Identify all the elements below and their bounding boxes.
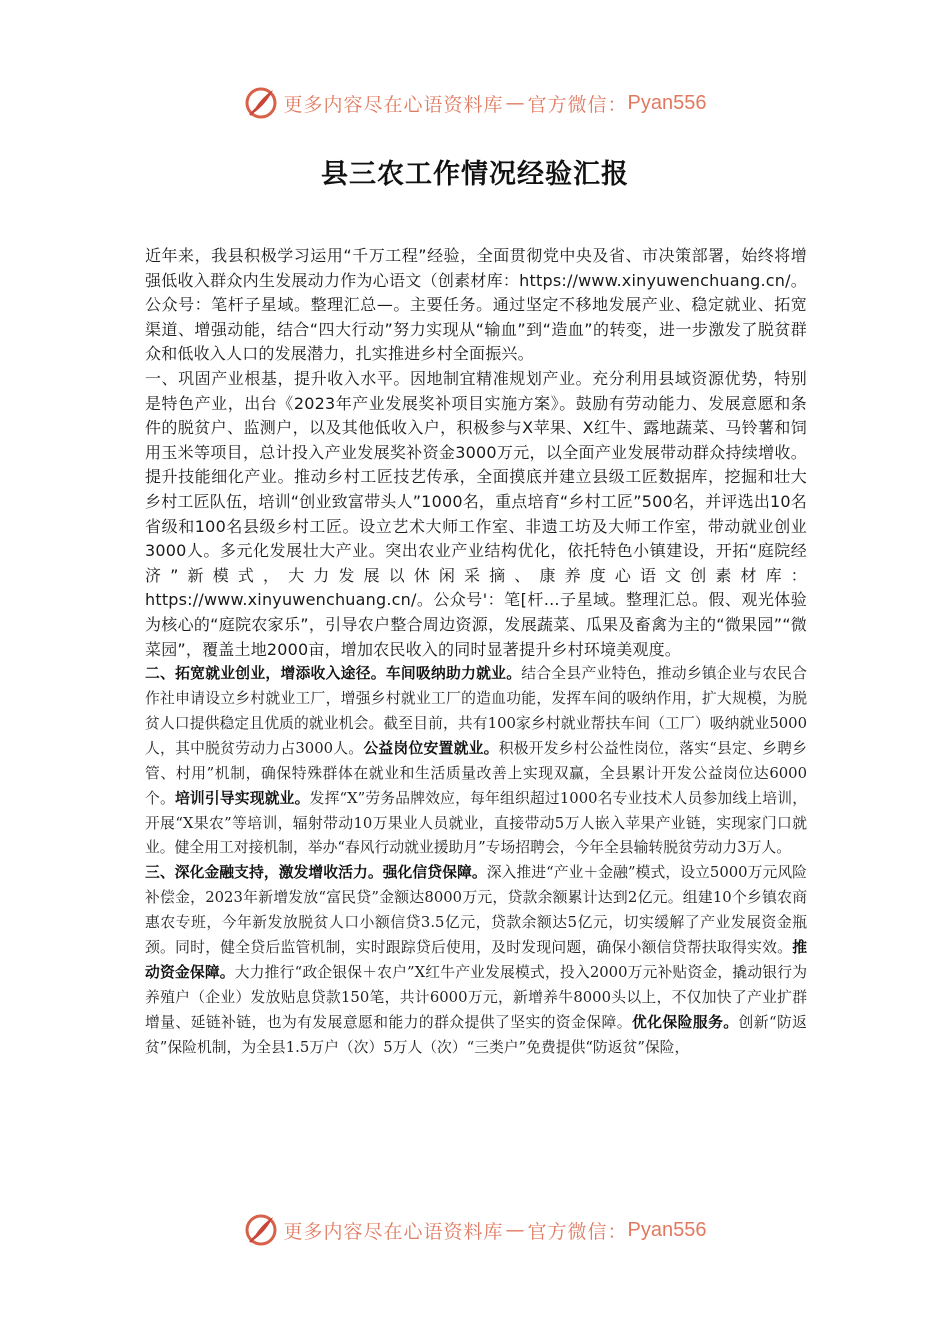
banner-separator: — (505, 92, 526, 114)
section3-text2: 大力推行“政企银保＋农户”X红牛产业发展模式，投入2000万元补贴资金，撬动银行为养殖户（企业）发放贴息贷款150笔，共计6000万元，新增养牛8000头以上，不仅加快了产业扩群增量、延链补链，也为有发展意愿和能力的群众提供了坚实的资金保障。 (145, 963, 807, 1031)
section2-text1: 结合全县产业特色，推动乡镇企业与农民合作社申请设立乡村就业工厂，增强乡村就业工厂的造血功能，发挥车间的吸纳作用，扩大规模，为脱贫人口提供稳定且优质的就业机会。截至目前，共有100家乡村就业帮扶车间（工厂）吸纳就业5000人，其中脱贫劳动力占3000人。 (145, 665, 807, 757)
document-body (145, 244, 807, 1061)
footer-watermark-banner (0, 1210, 950, 1250)
section3-text1: 深入推进“产业＋金融”模式，设立5000万元风险补偿金，2023年新增发放“富民贷”金额达8000万元，贷款余额累计达到2亿元。组建10个乡镇农商惠农专班，今年新发放脱贫人口小额信贷3.5亿元，贷款余额达5亿元，切实缓解了产业发展资金瓶颈。同时，健全贷后监管机制，实时跟踪贷后使用，及时发现问题，确保小额信贷帮扶取得实效。 (145, 864, 807, 957)
quill-logo-icon (244, 86, 278, 120)
section2-paragraph (145, 662, 807, 861)
section2-heading: 二、拓宽就业创业，增添收入途径。 (145, 665, 386, 683)
banner-wechat-label: 官方微信： (527, 93, 628, 116)
header-watermark-banner (0, 83, 950, 123)
banner-text: 更多内容尽在心语资料库 (283, 1220, 504, 1243)
quill-logo-icon (244, 1213, 278, 1247)
banner-separator: — (505, 1219, 526, 1241)
section3-sub3: 优化保险服务。 (632, 1013, 739, 1031)
intro-paragraph: 近年来，我县积极学习运用“千万工程”经验，全面贯彻党中央及省、市决策部署，始终将增强低收入群众内生发展动力作为心语文（创素材库：https://www.xinyuwenchuang.cn/。公众号：笔杆子星域。整理汇总—。主要任务。通过坚定不移地发展产业、稳定就业、拓宽渠道、增强动能，结合“四大行动”努力实现从“输血”到“造血”的转变，进一步激发了脱贫群众和低收入人口的发展潜力，扎实推进乡村全面振兴。 (145, 246, 807, 364)
section2-sub1: 车间吸纳助力就业。 (385, 665, 522, 683)
section2-sub3: 培训引导实现就业。 (174, 789, 310, 807)
section3-sub2: 推动资金保障。 (145, 939, 807, 981)
section2-sub2: 公益岗位安置就业。 (363, 739, 499, 757)
section2-text2: 积极开发乡村公益性岗位，落实“县定、乡聘乡管、村用”机制，确保特殊群体在就业和生活质量改善上实现双赢，全县累计开发公益岗位达6000个。 (145, 739, 807, 807)
banner-wechat-label: 官方微信： (527, 1220, 628, 1243)
document-title: 县三农工作情况经验汇报 (321, 159, 629, 190)
section3-text3: 创新“防返贫”保险机制，为全县1.5万户（次）5万人（次）“三类户”免费提供“防返贫”保险， (145, 1013, 807, 1056)
section1-paragraph: 一、巩固产业根基，提升收入水平。因地制宜精准规划产业。充分利用县域资源优势，特别是特色产业，出台《2023年产业发展奖补项目实施方案》。鼓励有劳动能力、发展意愿和条件的脱贫户、监测户，以及其他低收入户，积极参与X苹果、X红牛、露地蔬菜、马铃薯和饲用玉米等项目，总计投入产业发展奖补资金3000万元，以全面产业发展带动群众持续增收。提升技能细化产业。推动乡村工匠技艺传承，全面摸底并建立县级工匠数据库，挖掘和壮大乡村工匠队伍，培训“创业致富带头人”1000名，重点培育“乡村工匠”500名，并评选出10名省级和100名县级乡村工匠。设立艺术大师工作室、非遗工坊及大师工作室，带动就业创业3000人。多元化发展壮大产业。突出农业产业结构优化，依托特色小镇建设，开拓“庭院经济”新模式，大力发展以休闲采摘、康养度心语文创素材库：https://www.xinyuwenchuang.cn/。公众号'：笔[杆...子星域。整理汇总。假、观光体验为核心的“庭院农家乐”，引导农户整合周边资源，发展蔬菜、瓜果及畜禽为主的“微果园”“微菜园”，覆盖土地2000亩，增加农民收入的同时显著提升乡村环境美观度。 (145, 368, 807, 659)
section3-sub1: 强化信贷保障。 (382, 864, 487, 882)
section3-paragraph (145, 861, 807, 1060)
banner-wechat-id: Pyan556 (627, 1218, 707, 1241)
banner-wechat-id: Pyan556 (627, 91, 707, 114)
section2-text3: 发挥“X”劳务品牌效应，每年组织超过1000名专业技术人员参加线上培训，开展“X果农”等培训，辐射带动10万果业人员就业，直接带动5万人嵌入苹果产业链，实现家门口就业。健全用工对接机制，举办“春风行动就业援助月”专场招聘会，今年全县输转脱贫劳动力3万人。 (145, 789, 807, 857)
section3-heading: 三、深化金融支持，激发增收活力。 (145, 864, 383, 882)
banner-text: 更多内容尽在心语资料库 (283, 93, 504, 116)
